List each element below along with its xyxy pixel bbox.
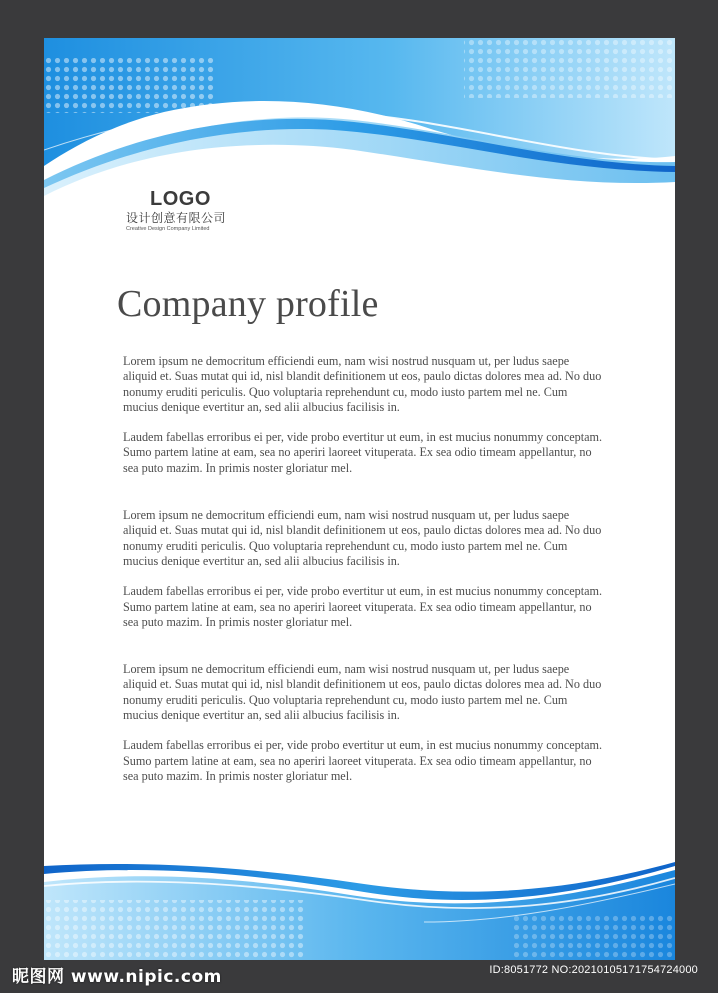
page-title: Company profile [117,283,379,325]
watermark-id: ID:8051772 NO:20210105171754724000 [489,964,698,976]
paragraph: Lorem ipsum ne democritum efficiendi eum, nam wisi nostrud nusquam ut, per ludus saepe aliquid et. Suas mutat qui id, nisl blandit definitionem ut eos, paulo dictas dolores mea ad. No duo nonumy eruditi periculis. Quo voluptaria reprehendunt cu, modo iusto partem mel ne. Cum mucius denique evertitur an, sed alii albucius facilisis in. [123,508,602,568]
paragraph: Lorem ipsum ne democritum efficiendi eum, nam wisi nostrud nusquam ut, per ludus saepe aliquid et. Suas mutat qui id, nisl blandit definitionem ut eos, paulo dictas dolores mea ad. No duo nonumy eruditi periculis. Quo voluptaria reprehendunt cu, modo iusto partem mel ne. Cum mucius denique evertitur an, sed alii albucius facilisis in. [123,354,602,414]
letterhead-sheet [44,38,675,960]
logo-company-name-cn: 设计创意有限公司 [126,211,227,225]
watermark-site: 昵图网 www.nipic.com [12,967,222,987]
logo [126,188,256,233]
paragraph: Laudem fabellas erroribus ei per, vide probo evertitur ut eum, in est mucius nonummy conceptam. Sumo partem latine at eam, sea no aperiri laoreet vituperata. Ex sea odio timeam appellantur, no sea puto mazim. In primis noster gloriatur mel. [123,738,603,783]
logo-company-name-en: Creative Design Company Limited [126,226,210,232]
body-text [123,354,603,784]
paragraph: Laudem fabellas erroribus ei per, vide probo evertitur ut eum, in est mucius nonummy conceptam. Sumo partem latine at eam, sea no aperiri laoreet vituperata. Ex sea odio timeam appellantur, no sea puto mazim. In primis noster gloriatur mel. [123,430,603,475]
paragraph: Laudem fabellas erroribus ei per, vide probo evertitur ut eum, in est mucius nonummy conceptam. Sumo partem latine at eam, sea no aperiri laoreet vituperata. Ex sea odio timeam appellantur, no sea puto mazim. In primis noster gloriatur mel. [123,584,603,629]
paragraph: Lorem ipsum ne democritum efficiendi eum, nam wisi nostrud nusquam ut, per ludus saepe aliquid et. Suas mutat qui id, nisl blandit definitionem ut eos, paulo dictas dolores mea ad. No duo nonumy eruditi periculis. Quo voluptaria reprehendunt cu, modo iusto partem mel ne. Cum mucius denique evertitur an, sed alii albucius facilisis in. [123,662,602,723]
footer-wave-graphic [44,860,675,960]
logo-wordmark: LOGO [150,188,211,210]
